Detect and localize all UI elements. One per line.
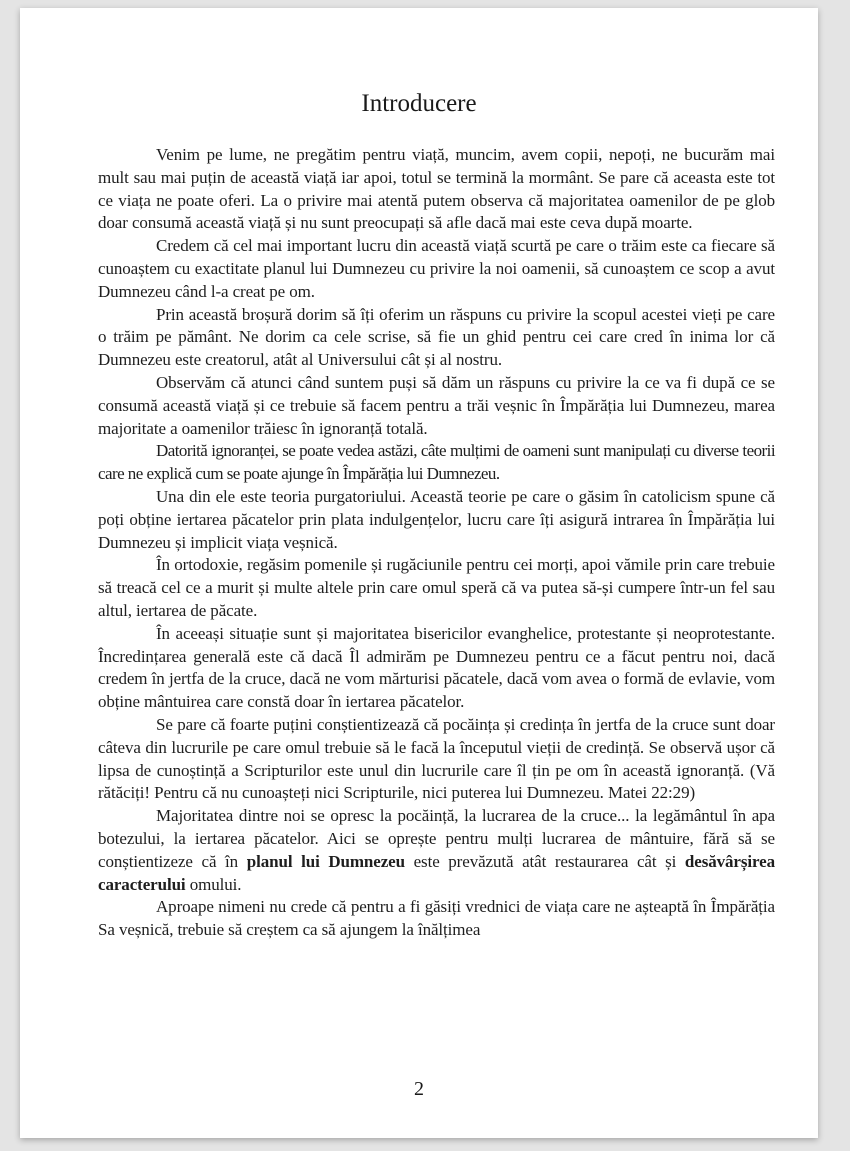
- document-page: [20, 8, 818, 1138]
- paragraph-1: Venim pe lume, ne pregătim pentru viață, muncim, avem copii, nepoți, ne bucurăm mai mult sau mai puțin de această viață iar apoi, totul se termină la mormânt. Se pare că aceasta este tot ce viața ne poate oferi. La o privire mai atentă putem observa că majoritatea oamenilor de pe glob doar consumă această viață și nu sunt preocupați să afle dacă mai este ceva după moarte.: [98, 145, 775, 233]
- page-body: [98, 144, 775, 942]
- paragraph-3: Prin această broșură dorim să îți oferim un răspuns cu privire la scopul acestei vieți pe care o trăim pe pământ. Ne dorim ca cele scrise, să fie un ghid pentru cei care cred în inima lor că Dumnezeu este creatorul, atât al Universului cât și al nostru.: [98, 304, 775, 370]
- paragraph-6: Una din ele este teoria purgatoriului. Această teorie pe care o găsim în catolicism spune că poți obține iertarea păcatelor prin plata indulgențelor, lucru care îți asigură intrarea în Împărăția lui Dumnezeu și implicit viața veșnică.: [98, 486, 775, 552]
- paragraph-10-text-3: omului.: [185, 874, 242, 894]
- paragraph-10-text-2: este prevăzută atât restaurarea cât și: [404, 851, 685, 871]
- paragraph-10-text-1: Majoritatea dintre noi se opresc la pocăință, la lucrarea de la cruce... la legământul în apa botezului, la iertarea păcatelor. Aici se oprește pentru mulți lucrarea de mântuire, fără să se conștientizeze că în: [98, 806, 775, 871]
- paragraph-9: Se pare că foarte puțini conștientizează că pocăința și credința în jertfa de la cruce sunt doar câteva din lucrurile pe care omul trebuie să le facă la începutul vieții de credință. Se observă ușor că lipsa de cunoștință a Scripturilor este unul din lucrurile care îl țin pe om în această ignoranță. (Vă rătăciți! Pentru că nu cunoașteți nici Scripturile, nici puterea lui Dumnezeu. Matei 22:29): [98, 714, 775, 803]
- paragraph-11: Aproape nimeni nu crede că pentru a fi găsiți vrednici de viața care ne așteaptă în Împărăția Sa veșnică, trebuie să creștem ca să ajungem la înălțimea: [98, 897, 775, 940]
- paragraph-4: Observăm că atunci când suntem puși să dăm un răspuns cu privire la ce va fi după ce se consumă această viață și ce trebuie să facem pentru a trăi veșnic în Împărăția lui Dumnezeu, marea majoritate a oamenilor trăiesc în ignoranță totală.: [98, 372, 775, 438]
- paragraph-7: În ortodoxie, regăsim pomenile și rugăciunile pentru cei morți, apoi vămile prin care trebuie să treacă cel ce a murit și multe altele prin care omul speră că va putea să-și cumpere într-un fel sau altul, iertarea de păcate.: [98, 555, 775, 620]
- paragraph-5: Datorită ignoranței, se poate vedea astăzi, câte mulțimi de oameni sunt manipulați cu diverse teorii care ne explică cum se poate ajunge în Împărăția lui Dumnezeu.: [98, 441, 775, 484]
- paragraph-10: [98, 805, 775, 896]
- emphasis-desavarsire: desăvârșirea caracterului: [98, 851, 775, 894]
- page-title: Introducere: [361, 90, 477, 117]
- page-number: 2: [414, 1078, 424, 1100]
- emphasis-plan: planul lui Dumnezeu: [246, 851, 405, 871]
- paragraph-8: În aceeași situație sunt și majoritatea bisericilor evanghelice, protestante și neoprotestante. Încredințarea generală este că dacă Îl admirăm pe Dumnezeu pentru ce a făcut pentru noi, dacă credem în jertfa de la cruce, dacă ne vom mărturisi păcatele, dacă vom avea o formă de evlavie, vom obține mântuirea care constă doar în iertarea păcatelor.: [98, 623, 775, 712]
- paragraph-2: Credem că cel mai important lucru din această viață scurtă pe care o trăim este ca fiecare să cunoaștem cu exactitate planul lui Dumnezeu cu privire la noi oamenii, să cunoaștem ce scop a avut Dumnezeu când l-a creat pe om.: [98, 236, 775, 301]
